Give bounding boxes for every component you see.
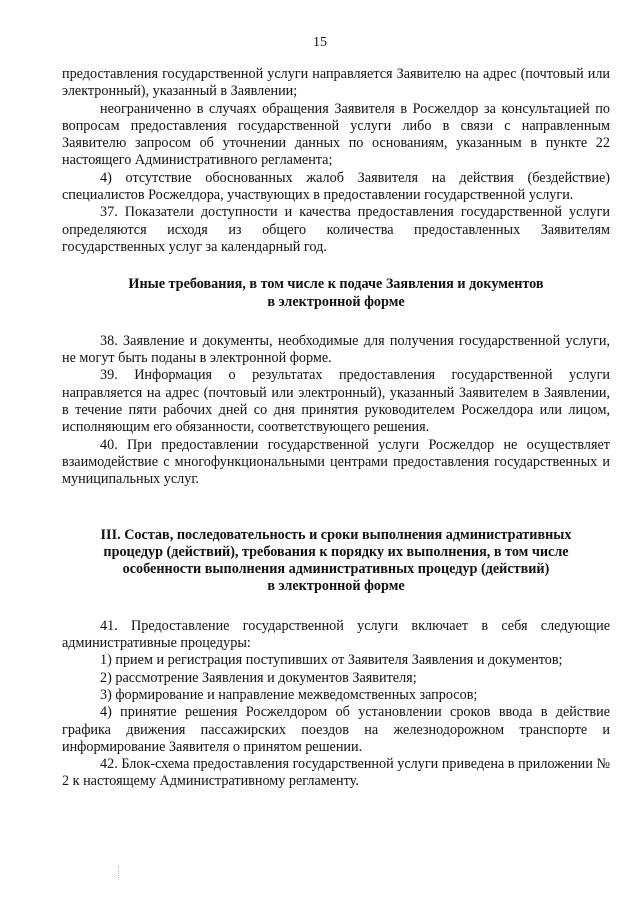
scan-mark xyxy=(118,866,121,880)
paragraph-39: 39. Информация о результатах предоставления государственной услуги направляется на адрес (почтовый или электронный), указанный Заявителем в Заявлении, в течение пяти рабочих дней со дня принятия руководителем Росжелдора или лицом, исполняющим его обязанности, соответствующего решения. xyxy=(62,367,610,436)
heading-line: особенности выполнения административных процедур (действий) xyxy=(122,561,550,578)
paragraph-37: 37. Показатели доступности и качества предоставления государственной услуги определяются исходя из общего количества предоставленных Заявителям государственных услуг за календарный год. xyxy=(62,204,610,255)
page-number: 15 xyxy=(313,35,327,50)
paragraph-42: 42. Блок-схема предоставления государственной услуги приведена в приложении № 2 к настоящему Административному регламенту. xyxy=(62,756,610,790)
heading-line: процедур (действий), требования к порядку их выполнения, в том числе xyxy=(103,543,569,560)
procedure-item-3: 3) формирование и направление межведомственных запросов; xyxy=(100,686,478,703)
heading-line: в электронной форме xyxy=(267,578,405,595)
paragraph-continuation: предоставления государственной услуги направляется Заявителю на адрес (почтовый или электронный), указанный в Заявлении; xyxy=(62,66,610,100)
paragraph-40: 40. При предоставлении государственной услуги Росжелдор не осуществляет взаимодействие с многофункциональными центрами предоставления государственных и муниципальных услуг. xyxy=(62,436,610,488)
paragraph-41: 41. Предоставление государственной услуги включает в себя следующие административные процедуры: xyxy=(62,617,610,652)
heading-line: в электронной форме xyxy=(267,293,405,310)
heading-line: Иные требования, в том числе к подаче Заявления и документов xyxy=(128,276,544,293)
heading-line: III. Состав, последовательность и сроки выполнения административных xyxy=(100,526,572,543)
document-body xyxy=(62,66,610,791)
paragraph-38: 38. Заявление и документы, необходимые для получения государственной услуги, не могут быть поданы в электронной форме. xyxy=(62,332,610,367)
paragraph-unlimited-cases: неограниченно в случаях обращения Заявителя в Росжелдор за консультацией по вопросам предоставления государственной услуги либо в связи с направленным Заявителю запросом об уточнении данных по основаниям, указанным в пункте 22 настоящего Административного регламента; xyxy=(62,100,610,169)
procedure-item-1: 1) прием и регистрация поступивших от Заявителя Заявления и документов; xyxy=(100,652,563,669)
section-heading-electronic-form xyxy=(62,276,610,311)
paragraph-item-4-complaints: 4) отсутствие обоснованных жалоб Заявителя на действия (бездействие) специалистов Росжелдора, участвующих в предоставлении государственной услуги. xyxy=(62,169,610,204)
procedure-item-2: 2) рассмотрение Заявления и документов Заявителя; xyxy=(100,669,417,686)
section-heading-iii xyxy=(62,527,610,596)
procedure-item-4: 4) принятие решения Росжелдором об установлении сроков ввода в действие графика движения пассажирских поездов на железнодорожном транспорте и информирование Заявителя о принятом решении. xyxy=(62,704,610,755)
